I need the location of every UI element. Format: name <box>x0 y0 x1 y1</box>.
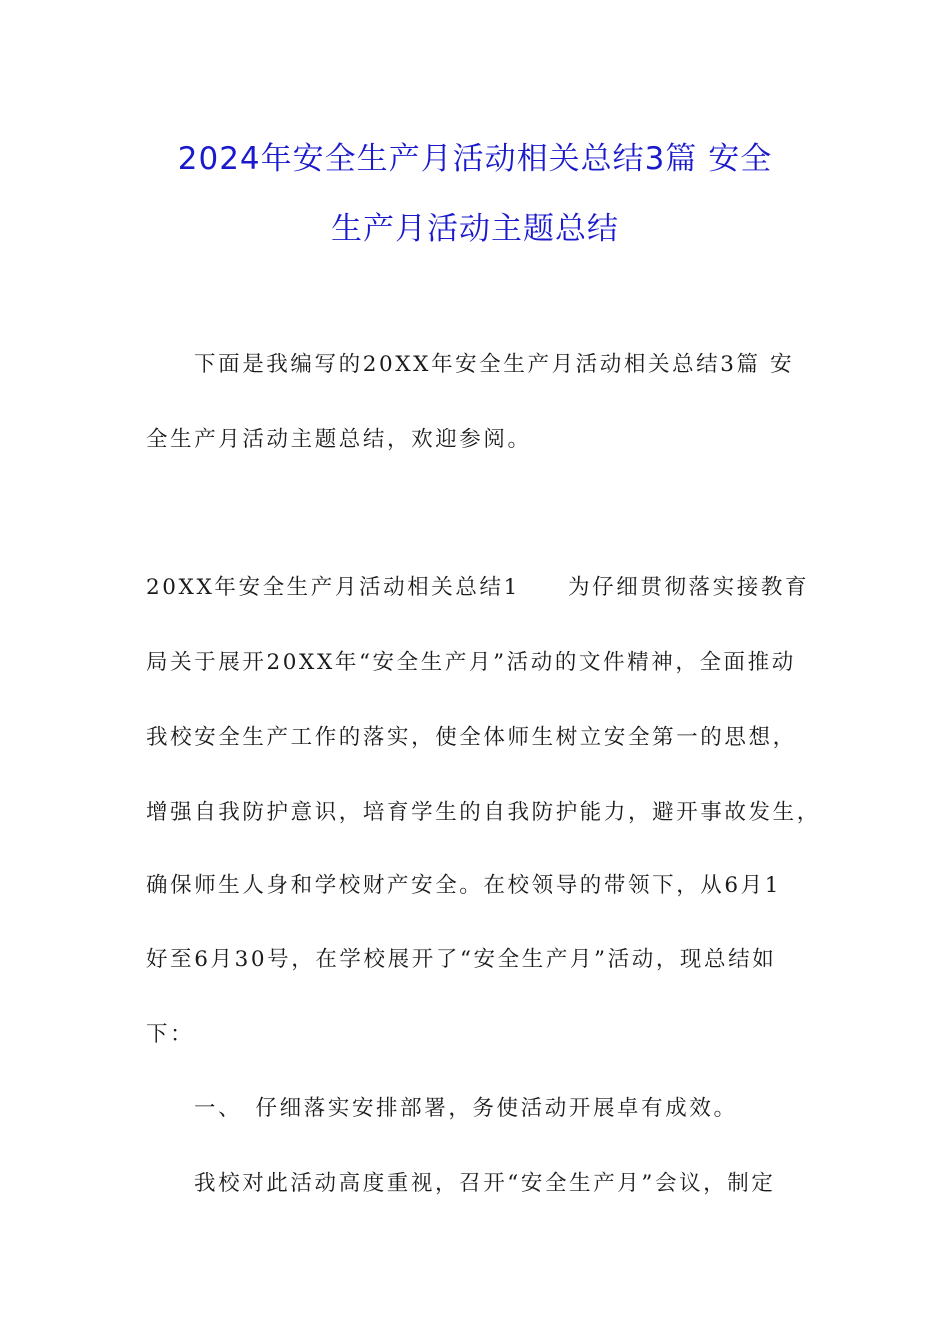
body-line: 下： <box>146 1022 195 1047</box>
section-heading: 一、 仔细落实安排部署，务使活动开展卓有成效。 <box>194 1096 738 1121</box>
body-line: 我校安全生产工作的落实，使全体师生树立安全第一的思想， <box>146 725 797 750</box>
document-title-line-2: 生产月活动主题总结 <box>331 211 619 247</box>
body-line: 好至6月30号，在学校展开了“安全生产月”活动，现总结如 <box>146 947 777 972</box>
body-line: 确保师生人身和学校财产安全。在校领导的带领下，从6月1 <box>146 873 782 898</box>
body-line: 局关于展开20XX年“安全生产月”活动的文件精神，全面推动 <box>146 650 796 675</box>
body-line: 20XX年安全生产月活动相关总结1 为仔细贯彻落实接教育 <box>146 575 810 600</box>
body-line: 我校对此活动高度重视，召开“安全生产月”会议，制定 <box>194 1171 776 1196</box>
document-title-line-1: 2024年安全生产月活动相关总结3篇 安全 <box>177 141 773 177</box>
intro-line-2: 全生产月活动主题总结，欢迎参阅。 <box>146 427 532 452</box>
intro-line-1: 下面是我编写的20XX年安全生产月活动相关总结3篇 安 <box>194 352 795 377</box>
body-line: 增强自我防护意识，培育学生的自我防护能力，避开事故发生， <box>146 800 821 825</box>
